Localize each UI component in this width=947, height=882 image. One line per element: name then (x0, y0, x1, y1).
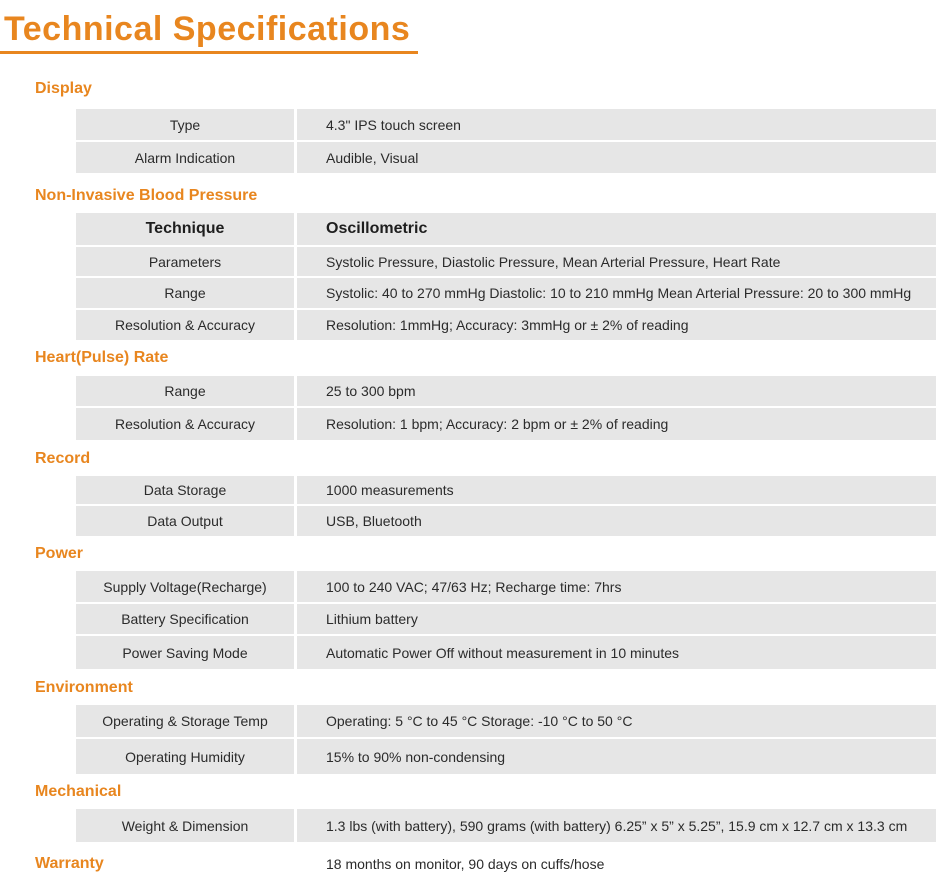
spec-value: Operating: 5 °C to 45 °C Storage: -10 °C to 50 °C (297, 705, 936, 737)
warranty-value: 18 months on monitor, 90 days on cuffs/hose (326, 856, 605, 872)
spec-row (76, 408, 936, 440)
section-heading-environment: Environment (35, 679, 133, 696)
spec-label: Operating & Storage Temp (76, 705, 294, 737)
section-heading-display: Display (35, 80, 92, 97)
spec-label: Parameters (76, 247, 294, 276)
section-heading-mechanical: Mechanical (35, 783, 122, 800)
spec-value: 25 to 300 bpm (297, 376, 936, 406)
section-heading-warranty: Warranty (35, 855, 104, 872)
spec-row (76, 636, 936, 669)
spec-row (76, 376, 936, 406)
spec-label: Type (76, 109, 294, 140)
spec-label: Alarm Indication (76, 142, 294, 173)
spec-value: 1.3 lbs (with battery), 590 grams (with battery) 6.25” x 5” x 5.25”, 15.9 cm x 12.7 cm x 13.3 cm (297, 809, 936, 842)
spec-label: Weight & Dimension (76, 809, 294, 842)
spec-value: 1000 measurements (297, 476, 936, 504)
spec-label: Range (76, 278, 294, 308)
spec-row (76, 705, 936, 737)
spec-row (76, 278, 936, 308)
spec-row (76, 739, 936, 774)
spec-label: Data Output (76, 506, 294, 536)
spec-row (76, 604, 936, 634)
spec-label: Operating Humidity (76, 739, 294, 774)
spec-row (76, 213, 936, 245)
spec-value: USB, Bluetooth (297, 506, 936, 536)
spec-value: Systolic: 40 to 270 mmHg Diastolic: 10 to 210 mmHg Mean Arterial Pressure: 20 to 300 mmHg (297, 278, 936, 308)
spec-row (76, 247, 936, 276)
page-title: Technical Specifications (4, 10, 411, 48)
spec-row (76, 310, 936, 340)
spec-label: Supply Voltage(Recharge) (76, 571, 294, 602)
spec-row (76, 476, 936, 504)
section-heading-power: Power (35, 545, 84, 562)
spec-row (76, 109, 936, 140)
section-heading-record: Record (35, 450, 91, 467)
spec-value: Lithium battery (297, 604, 936, 634)
spec-value: Resolution: 1 bpm; Accuracy: 2 bpm or ± 2% of reading (297, 408, 936, 440)
spec-label: Battery Specification (76, 604, 294, 634)
spec-row (76, 809, 936, 842)
spec-label: Resolution & Accuracy (76, 408, 294, 440)
spec-row (76, 571, 936, 602)
spec-label: Data Storage (76, 476, 294, 504)
spec-value: 100 to 240 VAC; 47/63 Hz; Recharge time: 7hrs (297, 571, 936, 602)
spec-value: Oscillometric (297, 213, 936, 245)
spec-row (76, 142, 936, 173)
spec-label: Technique (76, 213, 294, 245)
spec-value: Resolution: 1mmHg; Accuracy: 3mmHg or ± 2% of reading (297, 310, 936, 340)
section-heading-nibp: Non-Invasive Blood Pressure (35, 187, 258, 204)
spec-label: Range (76, 376, 294, 406)
spec-label: Power Saving Mode (76, 636, 294, 669)
section-heading-heart-rate: Heart(Pulse) Rate (35, 349, 169, 366)
spec-row (76, 506, 936, 536)
spec-value: Systolic Pressure, Diastolic Pressure, Mean Arterial Pressure, Heart Rate (297, 247, 936, 276)
title-underline (0, 51, 418, 54)
spec-value: 4.3" IPS touch screen (297, 109, 936, 140)
spec-value: Automatic Power Off without measurement in 10 minutes (297, 636, 936, 669)
spec-value: Audible, Visual (297, 142, 936, 173)
spec-label: Resolution & Accuracy (76, 310, 294, 340)
spec-value: 15% to 90% non-condensing (297, 739, 936, 774)
